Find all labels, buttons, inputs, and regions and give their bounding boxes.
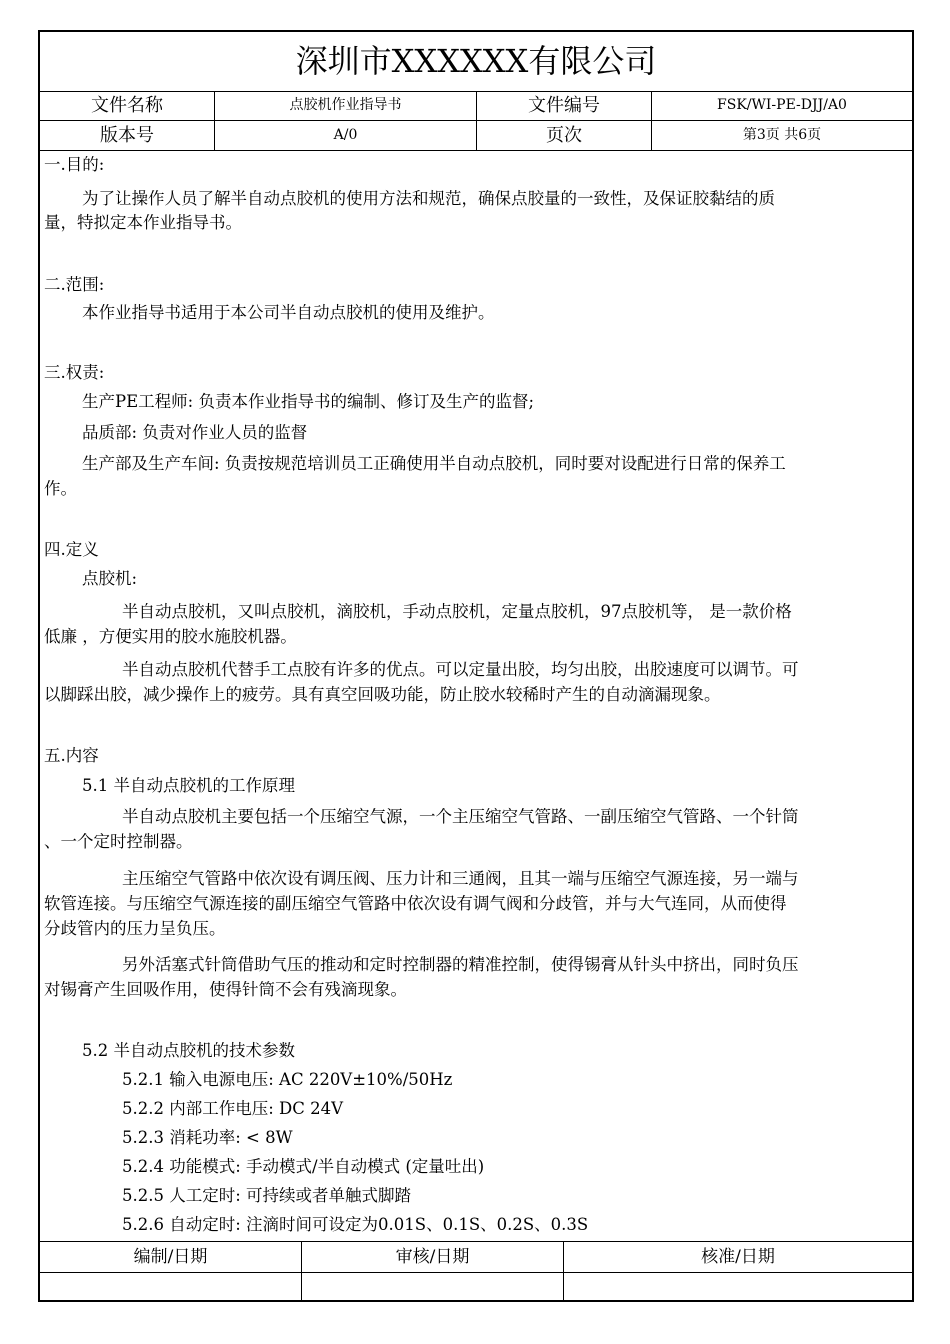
approved-label: 核准/日期 (701, 1247, 775, 1267)
signature-blank-row (40, 1273, 912, 1302)
page-value: 第3页 共6页 (742, 127, 822, 143)
reviewed-label: 审核/日期 (302, 1242, 564, 1272)
prepared-signature-cell (40, 1273, 302, 1302)
doc-no-label: 文件编号 (477, 91, 652, 120)
doc-no-value: FSK/WI-PE-DJJ/A0 (717, 97, 847, 113)
doc-name-value: 点胶机作业指导书 (215, 91, 477, 120)
section-2-heading: 二.范围: (44, 275, 105, 294)
paragraph: 生产部及生产车间: 负责按规范培训员工正确使用半自动点胶机，同时要对设配进行日常的保养工 (82, 454, 786, 473)
paragraph: 低廉 ，方便实用的胶水施胶机器。 (44, 627, 297, 646)
list-item: 5.2.3 消耗功率: < 8W (122, 1128, 293, 1147)
page-label: 页次 (477, 121, 652, 150)
subheading: 5.2 半自动点胶机的技术参数 (82, 1041, 295, 1060)
header-row-2 (40, 121, 912, 151)
paragraph: 半自动点胶机代替手工点胶有许多的优点。可以定量出胶，均匀出胶，出胶速度可以调节。可 (122, 660, 799, 679)
section-3-heading: 三.权责: (44, 363, 105, 382)
approved-signature-cell (564, 1273, 912, 1302)
paragraph: 软管连接。与压缩空气源连接的副压缩空气管路中依次设有调气阀和分歧管，并与大气连同，从而使得 (44, 894, 787, 913)
paragraph: 对锡膏产生回吸作用，使得针筒不会有残滴现象。 (44, 980, 407, 999)
signature-table (40, 1241, 912, 1303)
paragraph: 量，特拟定本作业指导书。 (44, 213, 242, 232)
list-item: 5.2.5 人工定时: 可持续或者单触式脚踏 (122, 1186, 412, 1205)
list-item: 5.2.1 输入电源电压: AC 220V±10%/50Hz (122, 1070, 453, 1089)
paragraph: 、一个定时控制器。 (44, 832, 193, 851)
document-frame (38, 30, 914, 1302)
doc-name-label: 文件名称 (40, 91, 215, 120)
reviewed-signature-cell (302, 1273, 564, 1302)
paragraph: 另外活塞式针筒借助气压的推动和定时控制器的精准控制，使得锡膏从针头中挤出，同时负压 (122, 955, 799, 974)
paragraph: 半自动点胶机，又叫点胶机，滴胶机，手动点胶机，定量点胶机，97点胶机等， 是一款价格 (122, 602, 792, 621)
subheading: 点胶机: (82, 569, 138, 588)
version-label: 版本号 (40, 121, 215, 150)
header-row-1 (40, 91, 912, 121)
paragraph: 为了让操作人员了解半自动点胶机的使用方法和规范，确保点胶量的一致性，及保证胶黏结的质 (82, 189, 775, 208)
section-1-heading: 一.目的: (44, 155, 105, 174)
version-value: A/0 (215, 121, 477, 150)
prepared-label: 编制/日期 (40, 1242, 302, 1272)
section-5-heading: 五.内容 (44, 746, 99, 765)
section-4-heading: 四.定义 (44, 540, 99, 559)
company-title: 深圳市XXXXXX有限公司 (40, 32, 912, 92)
paragraph: 生产PE工程师: 负责本作业指导书的编制、修订及生产的监督; (82, 392, 535, 411)
paragraph: 分歧管内的压力呈负压。 (44, 919, 226, 938)
subheading: 5.1 半自动点胶机的工作原理 (82, 776, 295, 795)
paragraph: 主压缩空气管路中依次设有调压阀、压力计和三通阀，且其一端与压缩空气源连接，另一端与 (122, 869, 799, 888)
list-item: 5.2.2 内部工作电压: DC 24V (122, 1099, 344, 1118)
paragraph: 品质部: 负责对作业人员的监督 (82, 423, 308, 442)
list-item: 5.2.4 功能模式: 手动模式/半自动模式 (定量吐出) (122, 1157, 485, 1176)
paragraph: 作。 (44, 479, 77, 498)
list-item: 5.2.6 自动定时: 注滴时间可设定为0.01S、0.1S、0.2S、0.3S (122, 1215, 589, 1234)
paragraph: 本作业指导书适用于本公司半自动点胶机的使用及维护。 (82, 303, 495, 322)
signature-header-row (40, 1242, 912, 1273)
paragraph: 以脚踩出胶，减少操作上的疲劳。具有真空回吸功能，防止胶水较稀时产生的自动滴漏现象。 (44, 685, 721, 704)
paragraph: 半自动点胶机主要包括一个压缩空气源，一个主压缩空气管路、一副压缩空气管路、一个针筒 (122, 807, 799, 826)
